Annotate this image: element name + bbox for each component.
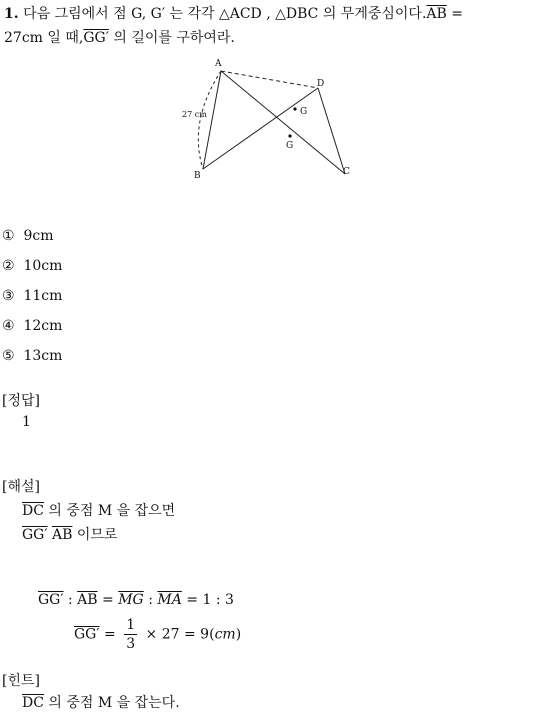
segment-gg-prime-text: GG′ (22, 527, 48, 543)
choice-mark: ⑤ (2, 348, 15, 364)
equation-result (74, 616, 241, 653)
hint-label: [힌트] (2, 673, 40, 689)
eq-ab: $\overline{AB}$ (77, 592, 98, 608)
segment-ab-text: $\overline{AB}$ (52, 527, 73, 543)
eq-gg-prime: GG′ (38, 592, 64, 608)
eq-ratio: = 1 : 3 (181, 592, 234, 608)
choice-text: 12cm (23, 318, 63, 334)
question-text-part: 의 길이를 구하여라. (108, 30, 235, 46)
choice-3[interactable] (2, 288, 62, 304)
explanation-text: 이므로 (72, 527, 118, 543)
choice-5[interactable] (2, 348, 62, 364)
explanation-label: [해설] (2, 479, 40, 495)
segment-db (203, 88, 318, 169)
segment-ab: $\overline{AB}$ (426, 6, 447, 22)
question-line-2 (4, 26, 532, 50)
eq-gg-prime: GG′ (74, 626, 100, 643)
explanation-line-2 (22, 524, 117, 544)
choice-mark: ③ (2, 288, 15, 304)
choice-4[interactable] (2, 318, 62, 334)
label-c: C (343, 167, 350, 177)
answer-value: 1 (22, 414, 31, 430)
choice-2[interactable] (2, 258, 62, 274)
eq-equals: = (97, 592, 119, 608)
choice-mark: ② (2, 258, 15, 274)
question-text (4, 2, 532, 50)
choice-mark: ④ (2, 318, 15, 334)
answer-label: [정답] (2, 393, 40, 409)
length-arc (198, 71, 221, 169)
explanation-text: 의 중점 M 을 잡으면 (43, 503, 176, 519)
eq-rest: × 27 = 9( (141, 626, 215, 643)
question-text-part: 27cm 일 때, (4, 30, 84, 46)
segment-ad (221, 71, 318, 88)
question-number: 1. (4, 6, 19, 22)
label-b: B (194, 171, 201, 181)
fraction (124, 616, 137, 653)
choice-text: 9cm (23, 228, 54, 244)
segment-dc-text: $\overline{DC}$ (22, 695, 44, 711)
segment-dc-text: $\overline{DC}$ (22, 503, 44, 519)
geometry-figure (170, 52, 370, 184)
segment-dc (318, 88, 345, 174)
eq-close: ) (235, 626, 242, 643)
eq-equals: = (99, 626, 121, 643)
explanation-line-1 (22, 500, 175, 520)
question-text-part: = (446, 6, 463, 22)
fraction-numerator: 1 (126, 617, 136, 633)
point-g-prime (293, 107, 296, 110)
label-g: G (286, 141, 294, 151)
hint-line (22, 692, 180, 712)
choice-1[interactable] (2, 228, 54, 244)
hint-text: 의 중점 M 을 잡는다. (43, 695, 180, 711)
label-length: 27 cm (182, 110, 207, 119)
eq-ma: $\overline{MA}$ (157, 592, 182, 608)
point-g (288, 134, 291, 137)
equation-ratio (38, 592, 234, 608)
choice-mark: ① (2, 228, 15, 244)
label-g-prime: G (300, 107, 308, 117)
fraction-denominator: 3 (126, 636, 136, 652)
eq-colon: : (63, 592, 78, 608)
segment-gg-prime: GG′ (83, 30, 109, 46)
segment-ac (221, 71, 345, 174)
eq-unit: cm (214, 626, 236, 643)
eq-colon: : (143, 592, 158, 608)
choice-text: 10cm (23, 258, 63, 274)
label-a: A (215, 59, 222, 69)
question-line-1 (4, 2, 532, 26)
segment-ab-line (203, 71, 221, 169)
choice-text: 13cm (23, 348, 63, 364)
eq-mg: $\overline{MG}$ (118, 592, 144, 608)
question-text-part: 다음 그림에서 점 G, G′ 는 각각 △ACD , △DBC 의 무게중심이다. (23, 6, 427, 22)
label-d: D (317, 79, 325, 89)
choice-text: 11cm (23, 288, 63, 304)
